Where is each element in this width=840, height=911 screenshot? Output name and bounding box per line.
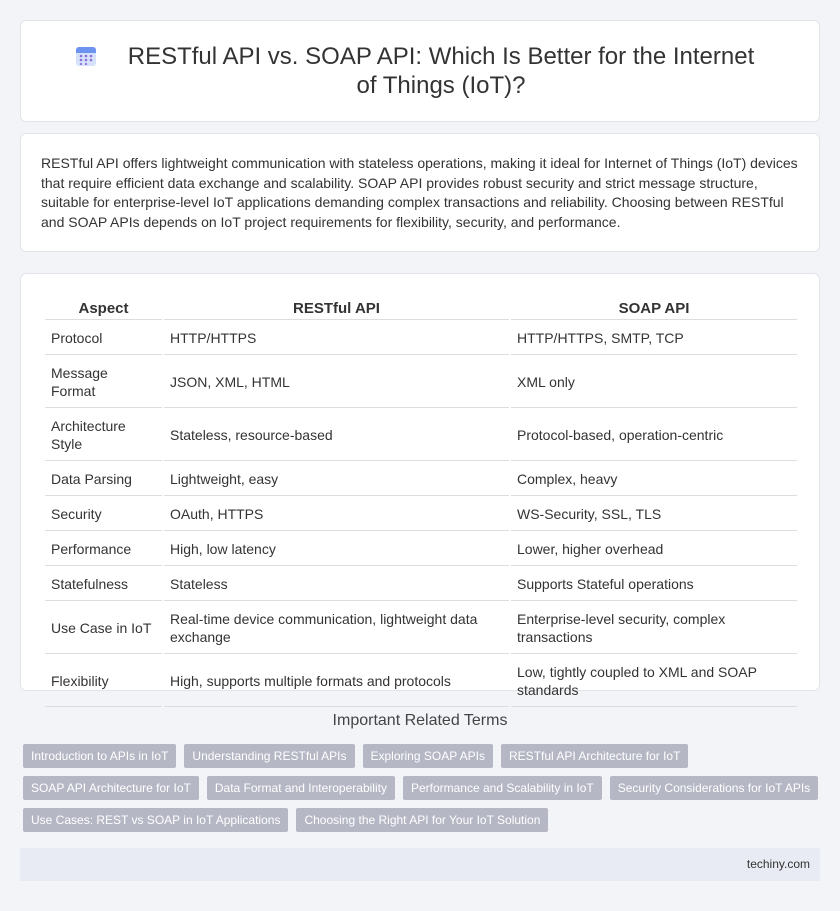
table-row <box>45 656 797 707</box>
cell-soap: Complex, heavy <box>511 463 797 496</box>
cell-soap: Supports Stateful operations <box>511 568 797 601</box>
cell-aspect: Security <box>45 498 162 531</box>
cell-restful: High, supports multiple formats and protocols <box>164 656 509 707</box>
table-row <box>45 568 797 601</box>
header-aspect: Aspect <box>45 296 162 320</box>
cell-aspect: Statefulness <box>45 568 162 601</box>
cell-aspect: Protocol <box>45 322 162 355</box>
cell-soap: Low, tightly coupled to XML and SOAP standards <box>511 656 797 707</box>
comparison-table <box>43 294 799 709</box>
footer <box>20 848 820 881</box>
intro-card <box>20 133 820 252</box>
related-term-tag[interactable]: Data Format and Interoperability <box>207 776 395 800</box>
table-row <box>45 463 797 496</box>
cell-aspect: Flexibility <box>45 656 162 707</box>
related-term-tag[interactable]: Use Cases: REST vs SOAP in IoT Applications <box>23 808 288 832</box>
cell-restful: HTTP/HTTPS <box>164 322 509 355</box>
related-term-tag[interactable]: Security Considerations for IoT APIs <box>610 776 819 800</box>
related-term-tag[interactable]: SOAP API Architecture for IoT <box>23 776 199 800</box>
table-row <box>45 357 797 408</box>
header-soap: SOAP API <box>511 296 797 320</box>
table-row <box>45 533 797 566</box>
cell-restful: OAuth, HTTPS <box>164 498 509 531</box>
cell-aspect: Performance <box>45 533 162 566</box>
table-row <box>45 498 797 531</box>
related-terms-title: Important Related Terms <box>332 712 508 729</box>
footer-site-link[interactable]: techiny.com <box>746 857 810 871</box>
cell-aspect: Use Case in IoT <box>45 603 162 654</box>
related-term-tag[interactable]: Performance and Scalability in IoT <box>403 776 602 800</box>
header-restful: RESTful API <box>164 296 509 320</box>
related-term-tag[interactable]: Choosing the Right API for Your IoT Solution <box>296 808 548 832</box>
comparison-card <box>20 273 820 698</box>
cell-soap: WS-Security, SSL, TLS <box>511 498 797 531</box>
related-term-tag[interactable]: Introduction to APIs in IoT <box>23 744 176 768</box>
cell-aspect: Data Parsing <box>45 463 162 496</box>
cell-restful: JSON, XML, HTML <box>164 357 509 408</box>
related-terms-list <box>23 744 823 832</box>
cell-restful: Lightweight, easy <box>164 463 509 496</box>
calendar-icon <box>74 44 98 68</box>
page-title: RESTful API vs. SOAP API: Which Is Better for the Internet of Things (IoT)? <box>127 43 755 99</box>
cell-restful: Real-time device communication, lightweight data exchange <box>164 603 509 654</box>
cell-aspect: Architecture Style <box>45 410 162 461</box>
title-card <box>20 20 820 122</box>
related-term-tag[interactable]: Understanding RESTful APIs <box>184 744 354 768</box>
cell-soap: Protocol-based, operation-centric <box>511 410 797 461</box>
cell-restful: Stateless <box>164 568 509 601</box>
cell-soap: HTTP/HTTPS, SMTP, TCP <box>511 322 797 355</box>
table-row <box>45 603 797 654</box>
cell-soap: Enterprise-level security, complex transactions <box>511 603 797 654</box>
table-row <box>45 322 797 355</box>
cell-soap: Lower, higher overhead <box>511 533 797 566</box>
cell-restful: High, low latency <box>164 533 509 566</box>
cell-soap: XML only <box>511 357 797 408</box>
intro-paragraph: RESTful API offers lightweight communication with stateless operations, making it ideal for Internet of Things (IoT) devices that require efficient data exchange and scalability. SOAP API provides robust security and strict message structure, suitable for enterprise-level IoT applications demanding complex transactions and reliability. Choosing between RESTful and SOAP APIs depends on IoT project requirements for flexibility, security, and performance. <box>41 155 798 230</box>
related-term-tag[interactable]: Exploring SOAP APIs <box>363 744 494 768</box>
cell-restful: Stateless, resource-based <box>164 410 509 461</box>
related-term-tag[interactable]: RESTful API Architecture for IoT <box>501 744 688 768</box>
cell-aspect: Message Format <box>45 357 162 408</box>
table-row <box>45 410 797 461</box>
table-header-row <box>45 296 797 320</box>
